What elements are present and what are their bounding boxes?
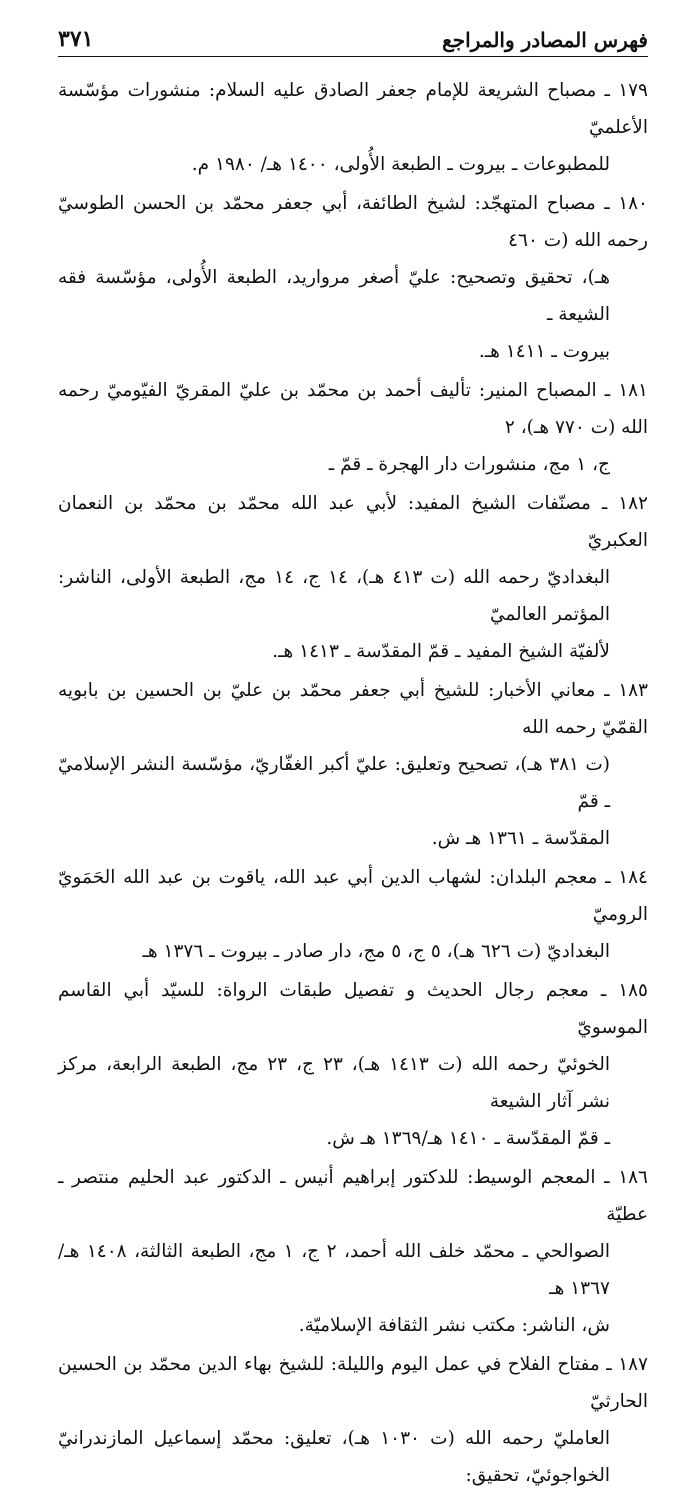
entry-line: ـ قمّ المقدّسة ـ ١٤١٠ هـ/١٣٦٩ هـ ش. <box>326 1128 610 1149</box>
bibliography-entry-185 <box>58 972 648 1157</box>
entry-line: لألفيّة الشيخ المفيد ـ قمّ المقدّسة ـ ١٤١٣ هـ. <box>272 641 610 662</box>
bibliography-list <box>58 72 648 1496</box>
bibliography-entry-183 <box>58 672 648 857</box>
bibliography-entry-184 <box>58 859 648 970</box>
bibliography-entry-179 <box>58 72 648 183</box>
header-title: فهرس المصادر والمراجع <box>442 28 648 52</box>
entry-line: بيروت ـ ١٤١١ هـ. <box>478 341 610 362</box>
entry-line: البغداديّ رحمه الله (ت ٤١٣ هـ)، ١٤ ج، ١٤ مج، الطبعة الأولى، الناشر: المؤتمر العالميّ <box>58 567 610 625</box>
running-header <box>58 18 648 57</box>
entry-line: الخوئيّ رحمه الله (ت ١٤١٣ هـ)، ٢٣ ج، ٢٣ مج، الطبعة الرابعة، مركز نشر آثار الشيعة <box>58 1054 610 1112</box>
entry-line: ١٧٩ ـ مصباح الشريعة للإمام جعفر الصادق عليه السلام: منشورات مؤسّسة الأعلميّ <box>58 80 648 138</box>
entry-line: ١٨٦ ـ المعجم الوسيط: للدكتور إبراهيم أنيس ـ الدكتور عبد الحليم منتصر ـ عطيّة <box>58 1167 648 1225</box>
entry-line: ١٨٤ ـ معجم البلدان: لشهاب الدين أبي عبد الله، ياقوت بن عبد الله الحَمَويّ الروميّ <box>58 867 648 925</box>
entry-line: (ت ٣٨١ هـ)، تصحيح وتعليق: عليّ أكبر الغفّاريّ، مؤسّسة النشر الإسلاميّ ـ قمّ <box>58 754 611 812</box>
entry-line: ١٨٠ ـ مصباح المتهجّد: لشيخ الطائفة، أبي جعفر محمّد بن الحسن الطوسيّ رحمه الله (ت ٤٦٠ <box>58 193 648 251</box>
entry-line: ١٨٧ ـ مفتاح الفلاح في عمل اليوم والليلة: للشيخ بهاء الدين محمّد بن الحسين الحارثيّ <box>58 1354 648 1412</box>
bibliography-entry-187 <box>58 1346 648 1494</box>
entry-line: ١٨٢ ـ مصنّفات الشيخ المفيد: لأبي عبد الله محمّد بن محمّد بن النعمان العكبريّ <box>58 493 648 551</box>
entry-line: العامليّ رحمه الله (ت ١٠٣٠ هـ)، تعليق: محمّد إسماعيل المازندرانيّ الخواجوئيّ، تحقيق: <box>58 1428 610 1486</box>
bibliography-entry-181 <box>58 372 648 483</box>
entry-line: ١٨٣ ـ معاني الأخبار: للشيخ أبي جعفر محمّد بن عليّ بن الحسين بن بابويه القمّيّ رحمه الله <box>58 680 648 738</box>
page-number: ٣٧١ <box>58 26 94 52</box>
entry-line: المقدّسة ـ ١٣٦١ هـ ش. <box>431 828 610 849</box>
entry-line: البغداديّ (ت ٦٢٦ هـ)، ٥ ج، ٥ مج، دار صادر ـ بيروت ـ ١٣٧٦ هـ <box>142 941 610 962</box>
bibliography-entry-182 <box>58 485 648 670</box>
bibliography-entry-180 <box>58 185 648 370</box>
bibliography-entry-186 <box>58 1159 648 1344</box>
entry-line: ش، الناشر: مكتب نشر الثقافة الإسلاميّة. <box>298 1315 610 1336</box>
entry-line: ج، ١ مج، منشورات دار الهجرة ـ قمّ ـ <box>328 454 610 475</box>
entry-line: هـ)، تحقيق وتصحيح: عليّ أصغر مرواريد، الطبعة الأُولى، مؤسّسة فقه الشيعة ـ <box>58 267 610 325</box>
entry-line: ١٨١ ـ المصباح المنير: تأليف أحمد بن محمّد بن عليّ المقريّ الفيّوميّ رحمه الله (ت ٧٧٠ هـ)، ٢ <box>58 380 648 438</box>
entry-line: ١٨٥ ـ معجم رجال الحديث و تفصيل طبقات الرواة: للسيّد أبي القاسم الموسويّ <box>58 980 648 1038</box>
entry-line: للمطبوعات ـ بيروت ـ الطبعة الأُولى، ١٤٠٠ هـ/ ١٩٨٠ م. <box>191 154 610 175</box>
entry-line: الصوالحي ـ محمّد خلف الله أحمد، ٢ ج، ١ مج، الطبعة الثالثة، ١٤٠٨ هـ/١٣٦٧ هـ <box>58 1241 610 1299</box>
